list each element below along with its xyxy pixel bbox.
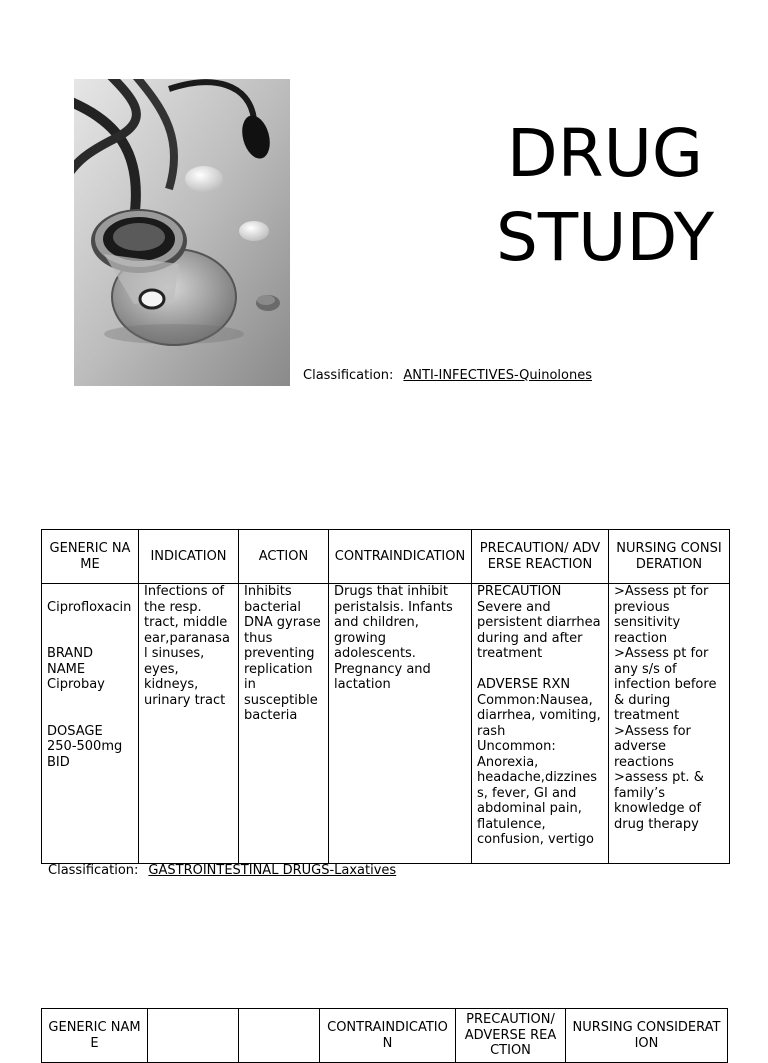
generic-name-value: Ciprofloxacin bbox=[47, 599, 132, 615]
cell-action: Inhibits bacterial DNA gyrase thus preventing replication in susceptible bacteria bbox=[239, 584, 329, 864]
nursing-item: >Assess for adverse reactions bbox=[614, 723, 691, 770]
header-generic-name: GENERIC NAME bbox=[42, 530, 139, 584]
adverse-uncommon: Uncommon: Anorexia, headache,dizziness, fever, GI and abdominal pain, flatulence, confusion, vertigo bbox=[477, 739, 598, 847]
header-contraindication: CONTRAINDICATION bbox=[329, 530, 472, 584]
classification-value: GASTROINTESTINAL DRUGS-Laxatives bbox=[148, 863, 397, 878]
brand-name-label: BRAND NAME bbox=[47, 646, 94, 677]
precaution-label: PRECAUTION bbox=[477, 584, 562, 599]
dosage-value: 250-500mg BID bbox=[47, 739, 123, 770]
cell-contraindication: Drugs that inhibit peristalsis. Infants and children, growing adolescents. Pregnancy and lactation bbox=[329, 584, 472, 864]
table-header-row bbox=[42, 530, 730, 584]
header-generic-name: GENERIC NAME bbox=[42, 1009, 148, 1063]
cell-indication: Infections of the resp. tract, middle ear,paranasal sinuses, eyes, kidneys, urinary tract bbox=[139, 584, 239, 864]
title-line-1: DRUG bbox=[506, 115, 704, 192]
drug-table-1 bbox=[41, 529, 730, 864]
header-empty bbox=[148, 1009, 239, 1063]
drug-table-2 bbox=[41, 1008, 728, 1063]
dosage-label: DOSAGE bbox=[47, 723, 103, 739]
header-precaution: PRECAUTION/ ADVERSE REACTION bbox=[472, 530, 609, 584]
table-row bbox=[42, 584, 730, 864]
header-empty bbox=[239, 1009, 320, 1063]
cell-nursing bbox=[609, 584, 730, 864]
nursing-item: >Assess pt for any s/s of infection before & during treatment bbox=[614, 646, 717, 723]
brand-name-value: Ciprobay bbox=[47, 677, 105, 692]
header-indication: INDICATION bbox=[139, 530, 239, 584]
stethoscope-photo bbox=[74, 79, 290, 386]
classification-label: Classification: bbox=[48, 863, 139, 878]
header-precaution: PRECAUTION/ ADVERSE REACTION bbox=[456, 1009, 566, 1063]
nursing-item: >assess pt. & family’s knowledge of drug therapy bbox=[614, 770, 704, 832]
classification-label: Classification: bbox=[303, 368, 394, 383]
header-action: ACTION bbox=[239, 530, 329, 584]
title-line-2: STUDY bbox=[495, 199, 715, 276]
classification-value: ANTI-INFECTIVES-Quinolones bbox=[403, 368, 592, 383]
cell-generic-name bbox=[42, 584, 139, 864]
document-title bbox=[470, 112, 740, 280]
stethoscope-image bbox=[74, 79, 290, 386]
adverse-common: Common:Nausea, diarrhea, vomiting, rash bbox=[477, 692, 601, 739]
adverse-label: ADVERSE RXN bbox=[477, 677, 571, 692]
header-nursing: NURSING CONSIDERATION bbox=[566, 1009, 728, 1063]
header-contraindication: CONTRAINDICATION bbox=[320, 1009, 456, 1063]
classification-row-2 bbox=[48, 863, 396, 879]
nursing-item: >Assess pt for previous sensitivity reaction bbox=[614, 584, 709, 646]
table-header-row bbox=[42, 1009, 728, 1063]
cell-precaution bbox=[472, 584, 609, 864]
classification-row-1 bbox=[303, 368, 592, 384]
header-nursing: NURSING CONSIDERATION bbox=[609, 530, 730, 584]
precaution-text: Severe and persistent diarrhea during and after treatment bbox=[477, 599, 601, 661]
